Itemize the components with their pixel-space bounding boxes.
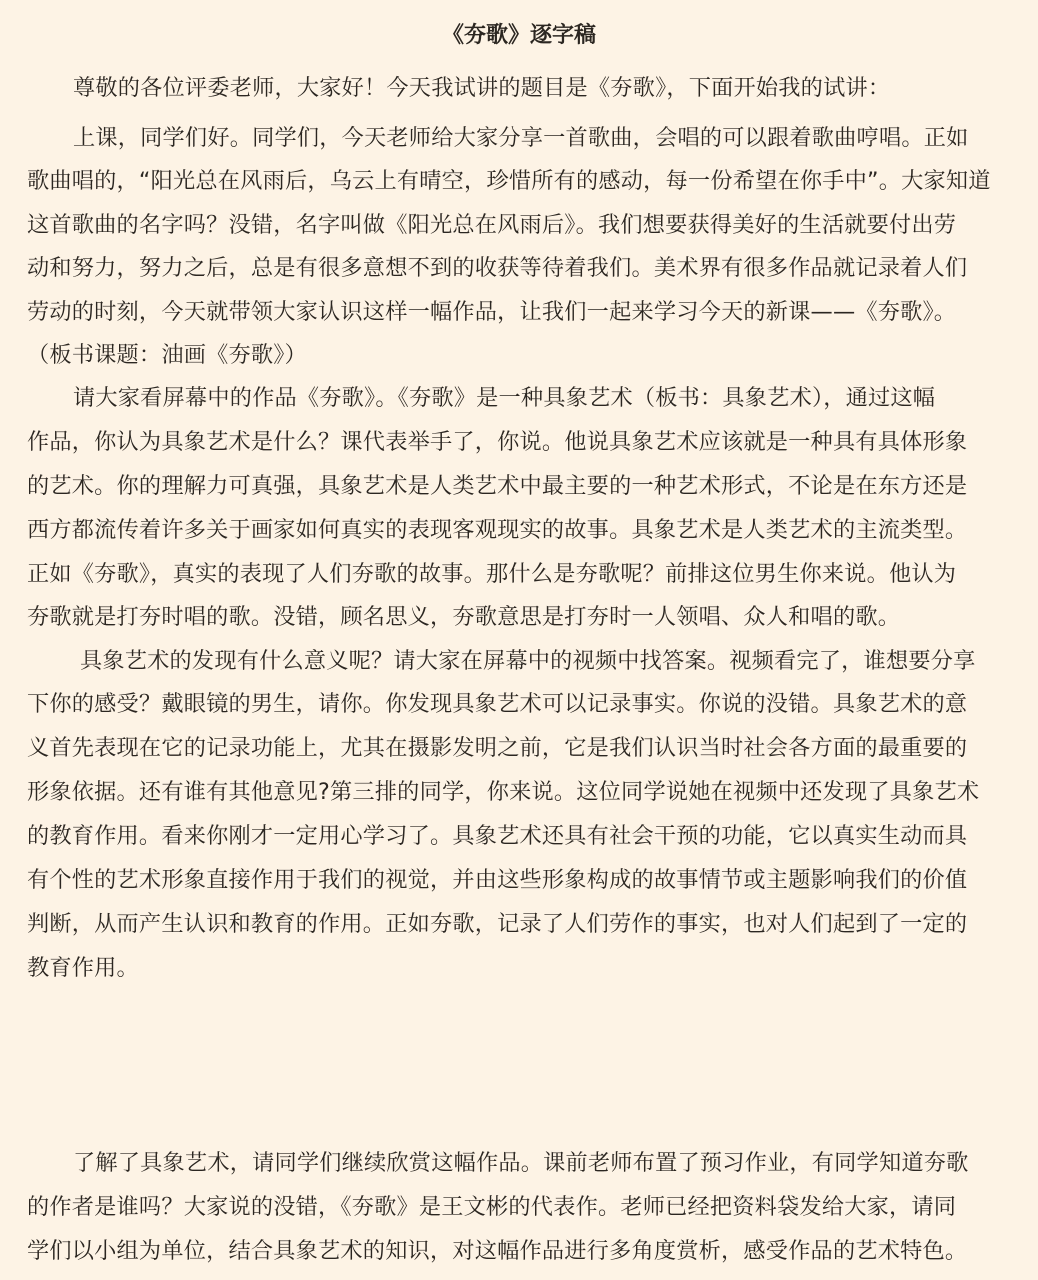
text-line: 具象艺术的发现有什么意义呢？请大家在屏幕中的视频中找答案。视频看完了，谁想要分享 xyxy=(80,648,976,674)
text-line: 上课，同学们好。同学们，今天老师给大家分享一首歌曲，会唱的可以跟着歌曲哼唱。正如 xyxy=(73,125,969,151)
text-line: 作品，你认为具象艺术是什么？课代表举手了，你说。他说具象艺术应该就是一种具有具体形象 xyxy=(27,429,968,455)
text-line: 形象依据。还有谁有其他意见?第三排的同学，你来说。这位同学说她在视频中还发现了具象艺术 xyxy=(27,779,980,805)
text-line: 夯歌就是打夯时唱的歌。没错，顾名思义，夯歌意思是打夯时一人领唱、众人和唱的歌。 xyxy=(27,604,901,630)
text-line: 有个性的艺术形象直接作用于我们的视觉，并由这些形象构成的故事情节或主题影响我们的价值 xyxy=(27,867,968,893)
text-line: 的作者是谁吗？大家说的没错，《夯歌》是王文彬的代表作。老师已经把资料袋发给大家，请同 xyxy=(27,1194,957,1220)
text-line: 了解了具象艺术，请同学们继续欣赏这幅作品。课前老师布置了预习作业，有同学知道夯歌 xyxy=(73,1150,969,1176)
text-line: 的艺术。你的理解力可真强，具象艺术是人类艺术中最主要的一种艺术形式，不论是在东方还是 xyxy=(27,473,968,499)
text-line: 歌曲唱的，“阳光总在风雨后，乌云上有晴空，珍惜所有的感动，每一份希望在你手中”。大家知道 xyxy=(27,168,991,194)
text-line-board-note: （板书课题：油画《夯歌》） xyxy=(27,342,307,368)
text-line: 的教育作用。看来你刚才一定用心学习了。具象艺术还具有社会干预的功能，它以真实生动而具 xyxy=(27,823,968,849)
text-line: 劳动的时刻，今天就带领大家认识这样一幅作品，让我们一起来学习今天的新课——《夯歌》。 xyxy=(27,299,957,325)
text-line: 教育作用。 xyxy=(27,955,139,981)
text-line: 学们以小组为单位，结合具象艺术的知识，对这幅作品进行多角度赏析，感受作品的艺术特色。 xyxy=(27,1238,968,1264)
text-line: 义首先表现在它的记录功能上，尤其在摄影发明之前，它是我们认识当时社会各方面的最重要的 xyxy=(27,735,968,761)
text-line: 动和努力，努力之后，总是有很多意想不到的收获等待着我们。美术界有很多作品就记录着人们 xyxy=(27,255,968,281)
text-line: 正如《夯歌》，真实的表现了人们夯歌的故事。那什么是夯歌呢？前排这位男生你来说。他认为 xyxy=(27,561,957,587)
text-line-greeting: 尊敬的各位评委老师，大家好！今天我试讲的题目是《夯歌》，下面开始我的试讲： xyxy=(73,75,891,101)
text-line: 请大家看屏幕中的作品《夯歌》。《夯歌》是一种具象艺术（板书：具象艺术），通过这幅 xyxy=(73,385,936,411)
text-line: 这首歌曲的名字吗？没错，名字叫做《阳光总在风雨后》。我们想要获得美好的生活就要付出劳 xyxy=(27,212,957,238)
text-line: 西方都流传着许多关于画家如何真实的表现客观现实的故事。具象艺术是人类艺术的主流类型。 xyxy=(27,517,968,543)
document-title: 《夯歌》逐字稿 xyxy=(441,23,596,48)
text-line: 下你的感受？戴眼镜的男生，请你。你发现具象艺术可以记录事实。你说的没错。具象艺术的意 xyxy=(27,691,968,717)
text-line: 判断，从而产生认识和教育的作用。正如夯歌，记录了人们劳作的事实，也对人们起到了一定的 xyxy=(27,911,968,937)
